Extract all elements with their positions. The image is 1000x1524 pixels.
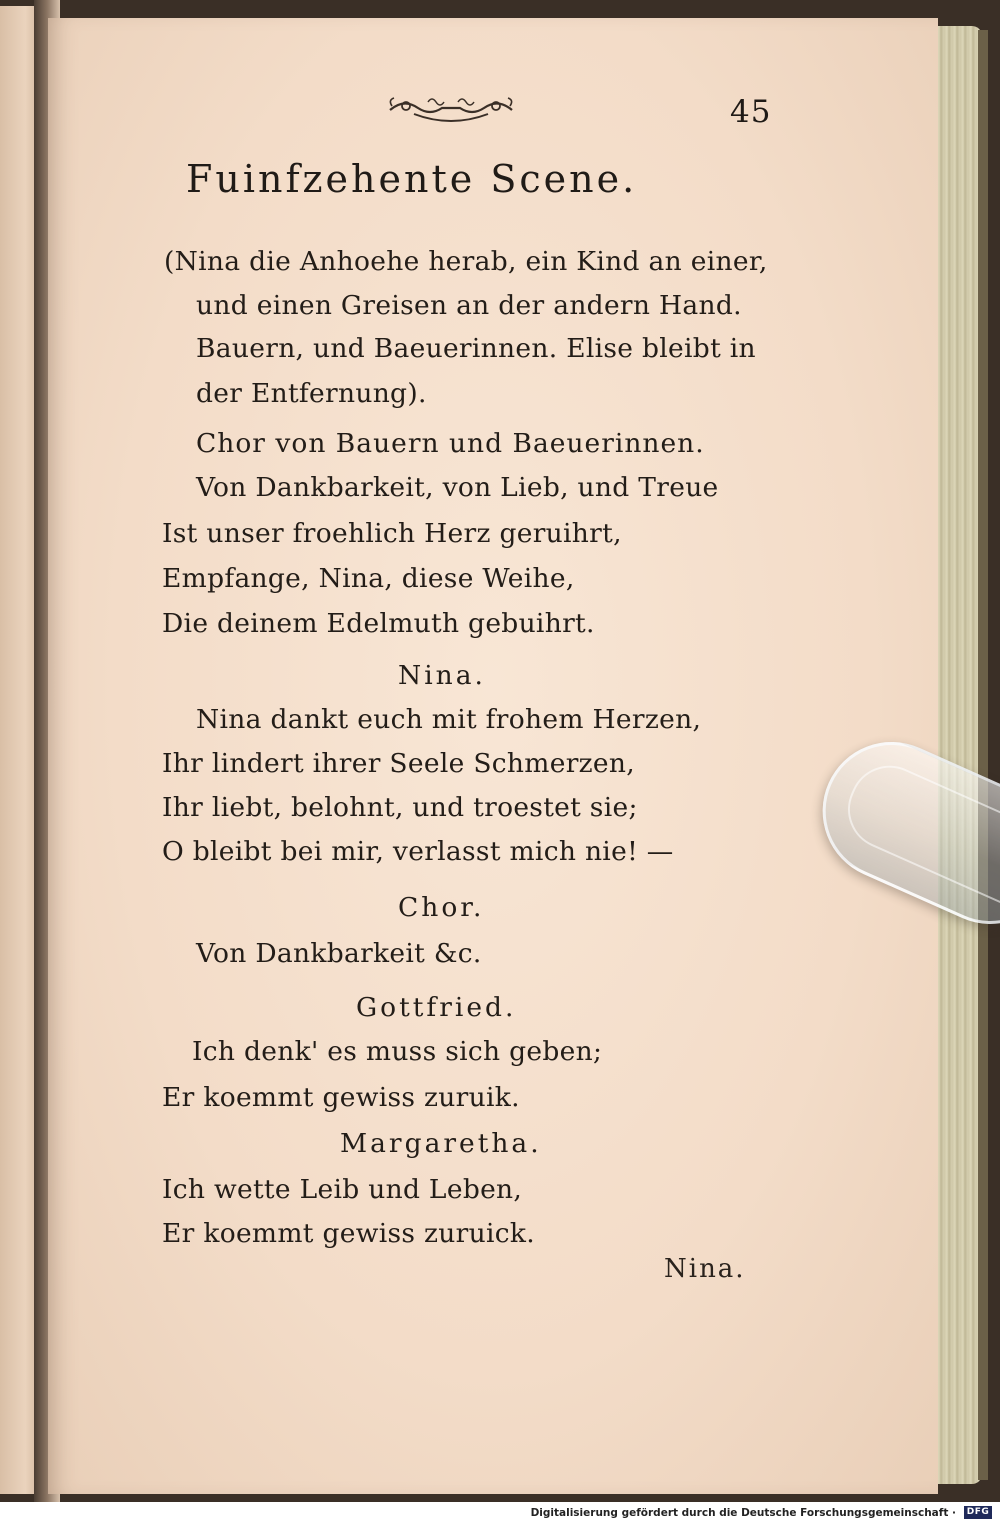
- scene-heading: Fuinfzehente Scene.: [186, 157, 638, 201]
- catchword: Nina.: [664, 1254, 746, 1284]
- verse-line: O bleibt bei mir, verlasst mich nie! —: [162, 836, 674, 867]
- dfg-logo-icon: DFG: [964, 1506, 992, 1519]
- verse-line: Von Dankbarkeit &c.: [196, 938, 482, 969]
- verse-line: Ihr lindert ihrer Seele Schmerzen,: [162, 748, 635, 779]
- footer-bar: [0, 1502, 1000, 1524]
- verse-line: Ihr liebt, belohnt, und troestet sie;: [162, 792, 638, 823]
- verse-line: Die deinem Edelmuth gebuihrt.: [162, 608, 595, 639]
- verse-line: Nina dankt euch mit frohem Herzen,: [196, 704, 702, 735]
- verse-line: Empfange, Nina, diese Weihe,: [162, 563, 575, 594]
- verse-line: Von Dankbarkeit, von Lieb, und Treue: [196, 472, 719, 503]
- stage-direction-line: Bauern, und Baeuerinnen. Elise bleibt in: [196, 333, 756, 364]
- speaker-name: Chor von Bauern und Baeuerinnen.: [196, 428, 705, 459]
- verse-line: Ich denk' es muss sich geben;: [192, 1036, 603, 1067]
- speaker-name: Gottfried.: [356, 992, 517, 1023]
- binding-edge: [978, 30, 988, 1480]
- speaker-name: Margaretha.: [340, 1128, 542, 1159]
- speaker-name: Nina.: [398, 660, 486, 691]
- page-number: 45: [730, 94, 772, 130]
- verse-line: Er koemmt gewiss zuruick.: [162, 1218, 535, 1249]
- speaker-name: Chor.: [398, 892, 485, 923]
- page-block-edge: [936, 26, 982, 1484]
- stage-direction-line: (Nina die Anhoehe herab, ein Kind an einer,: [164, 246, 768, 277]
- stage-direction-line: der Entfernung).: [196, 378, 427, 409]
- decorative-ornament-icon: [384, 88, 518, 128]
- stage-direction-line: und einen Greisen an der andern Hand.: [196, 290, 742, 321]
- funding-credit: Digitalisierung gefördert durch die Deutsche Forschungsgemeinschaft ·: [530, 1507, 956, 1519]
- verse-line: Ist unser froehlich Herz geruihrt,: [162, 518, 622, 549]
- verse-line: Ich wette Leib und Leben,: [162, 1174, 523, 1205]
- verse-line: Er koemmt gewiss zuruik.: [162, 1082, 520, 1113]
